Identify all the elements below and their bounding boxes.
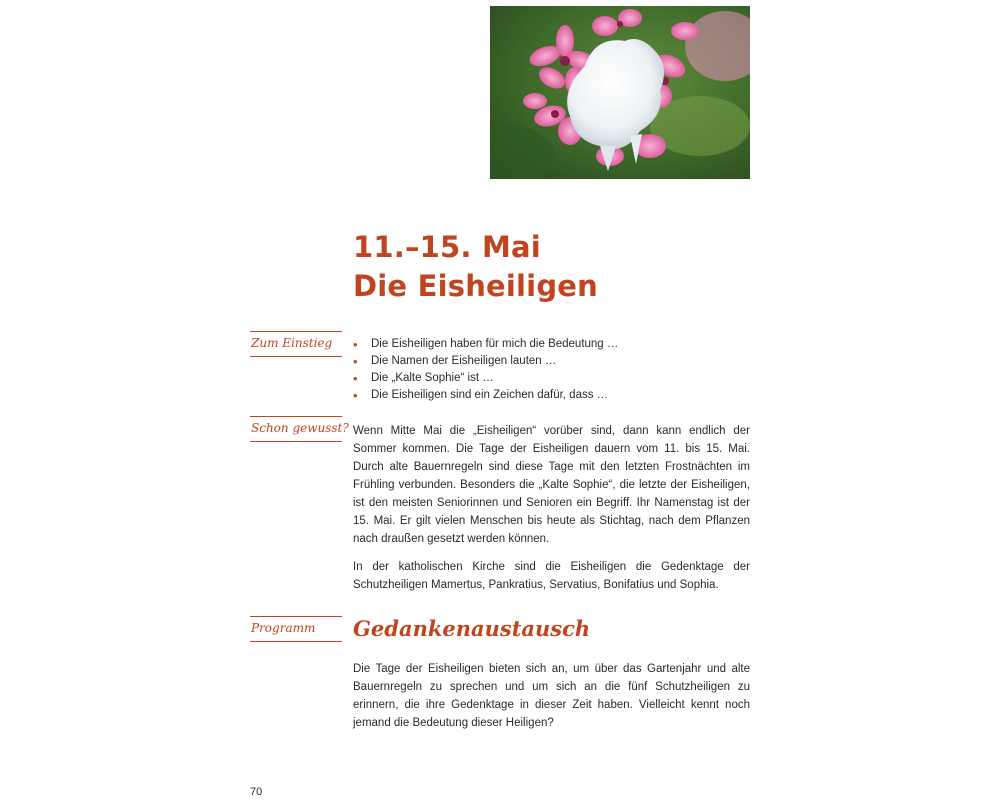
section-label-zum-einstieg: Zum Einstieg xyxy=(250,331,342,357)
title-topic: Die Eisheiligen xyxy=(353,269,598,303)
section-label-schon-gewusst: Schon gewusst? xyxy=(250,416,342,442)
flower-photo-illustration xyxy=(490,6,750,179)
schon-gewusst-paragraph-1: Wenn Mitte Mai die „Eisheiligen“ vorüber sind, dann kann endlich der Sommer kommen. Die Tage der Eisheiligen dauern vom 11. bis 15. Mai. Durch alte Bauernregeln sind diese Tage mit den letzten Frostnächten im Frühling verbunden. Besonders die „Kalte Sophie“, die letzte der Eisheiligen, ist den meisten Seniorinnen und Senioren ein Begriff. Ihr Namenstag ist der 15. Mai. Er gilt vielen Menschen bis heute als Stichtag, nach dem Pflanzen nach draußen gesetzt werden können. xyxy=(353,425,750,545)
list-item: • Die Eisheiligen sind ein Zeichen dafür, dass … xyxy=(353,387,753,404)
list-item: • Die Namen der Eisheiligen lauten … xyxy=(353,353,753,370)
programm-paragraph: Die Tage der Eisheiligen bieten sich an, um über das Gartenjahr und alte Bauernregeln zu sprechen und um sich an die fünf Schutzheiligen zu erinnern, die ihre Gedenktage in dieser Zeit haben. Vielleicht kennt noch jemand die Bedeutung dieser Heiligen? xyxy=(353,663,750,729)
title-date: 11.–15. Mai xyxy=(353,230,541,264)
zum-einstieg-list xyxy=(353,336,753,404)
list-item: • Die „Kalte Sophie“ ist … xyxy=(353,370,753,387)
page-number: 70 xyxy=(250,786,263,798)
programm-heading: Gedankenaustausch xyxy=(353,616,591,641)
schon-gewusst-paragraph-2: In der katholischen Kirche sind die Eisheiligen die Gedenktage der Schutzheiligen Mamertus, Pankratius, Servatius, Bonifatius und Sophia. xyxy=(353,561,750,591)
header-photo xyxy=(490,6,750,179)
section-label-programm: Programm xyxy=(250,616,342,642)
list-item: • Die Eisheiligen haben für mich die Bedeutung … xyxy=(353,336,753,353)
page-title xyxy=(353,228,598,306)
